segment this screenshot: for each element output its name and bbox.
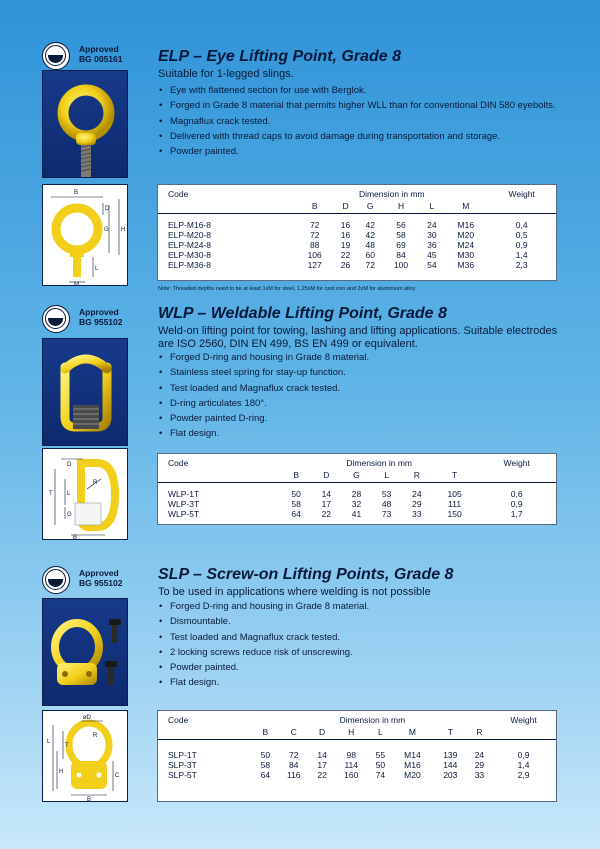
table-header-dimension: Dimension in mm <box>346 458 413 468</box>
table-row <box>158 220 556 230</box>
table-cell: 84 <box>396 250 406 260</box>
dim-label-r: R <box>93 480 98 486</box>
table-cell-weight: 1,7 <box>510 509 523 519</box>
table-cell: 160 <box>344 770 359 780</box>
footnote-threads: Note: Threaded depths need to be at least 1xM for steel, 1,25xM for cast iron and 2xM for aluminium alloy <box>158 286 416 292</box>
column-header: G <box>358 199 383 214</box>
column-header: H <box>383 199 420 214</box>
table-header-code: Code <box>168 458 189 468</box>
table-cell: 29 <box>474 760 485 770</box>
dim-label-m: M <box>74 282 79 286</box>
dim-label-od: øD <box>83 715 91 721</box>
table-cell-code: ELP-M20-8 <box>168 230 211 240</box>
table-cell-code: WLP-1T <box>168 489 200 499</box>
list-item: • Test loaded and Magnaflux crack tested. <box>158 630 558 645</box>
table-cell: 72 <box>288 750 299 760</box>
table-cell: 22 <box>317 770 327 780</box>
table-row <box>158 260 556 270</box>
table-cell: 32 <box>351 499 362 509</box>
table-cell-code: WLP-5T <box>168 509 200 519</box>
table-cell: 28 <box>351 489 362 499</box>
table-cell: 16 <box>340 220 351 230</box>
dim-label-b: B <box>73 535 78 540</box>
table-cell: 45 <box>427 250 437 260</box>
table-cell: 42 <box>365 230 375 240</box>
table-cell: 58 <box>396 230 406 240</box>
table-cell: 33 <box>412 509 422 519</box>
column-header: L <box>372 468 402 483</box>
dim-label-b: B <box>74 190 79 196</box>
table-cell-weight: 0,9 <box>517 750 530 760</box>
table-cell: M24 <box>457 240 475 250</box>
column-header: D <box>311 468 341 483</box>
dimension-table-slp <box>157 710 557 802</box>
table-header-code: Code <box>168 715 189 725</box>
table-cell: 105 <box>447 489 462 499</box>
elp-diagram <box>43 185 128 286</box>
table-cell: 55 <box>375 750 386 760</box>
table-row <box>158 770 556 780</box>
feature-list-wlp <box>158 350 558 442</box>
table-cell: 42 <box>365 220 375 230</box>
table-cell-weight: 1,4 <box>517 760 530 770</box>
column-header: B <box>254 725 277 740</box>
column-header: D <box>333 199 358 214</box>
table-cell: 106 <box>307 250 322 260</box>
table-cell: 111 <box>448 499 462 509</box>
table-cell: M36 <box>457 260 475 270</box>
table-cell: M20 <box>404 770 421 780</box>
table-cell: 100 <box>393 260 409 270</box>
dim-label-d: D <box>105 206 110 212</box>
table-cell: 64 <box>260 770 271 780</box>
table-cell: 16 <box>340 230 351 240</box>
table-header-weight: Weight <box>503 458 530 468</box>
table-cell: 50 <box>291 489 301 499</box>
section-subtitle-slp: To be used in applications where welding is not possible <box>158 586 431 598</box>
table-cell: 84 <box>288 760 299 770</box>
technical-drawing-slp <box>42 710 128 802</box>
table-row <box>158 489 556 499</box>
table-cell: M16 <box>457 220 475 230</box>
column-header: R <box>468 725 491 740</box>
list-item: • Powder painted. <box>158 144 558 159</box>
table-row <box>158 750 556 760</box>
list-item: • Delivered with thread caps to avoid damage during transportation and storage. <box>158 129 558 144</box>
list-item: • Forged D-ring and housing in Grade 8 material. <box>158 350 558 365</box>
table-cell: 64 <box>291 509 301 519</box>
bg-seal-icon <box>42 566 70 594</box>
table-cell-code: ELP-M36-8 <box>168 260 211 270</box>
column-header: R <box>402 468 432 483</box>
technical-drawing-wlp <box>42 448 128 540</box>
feature-list-slp <box>158 599 558 691</box>
table-cell-code: ELP-M16-8 <box>168 220 211 230</box>
technical-drawing-elp <box>42 184 128 286</box>
table-row <box>158 230 556 240</box>
table-cell: M14 <box>404 750 421 760</box>
column-header: L <box>420 199 445 214</box>
table-header-weight: Weight <box>508 189 535 199</box>
column-header: C <box>277 725 310 740</box>
table-cell: 116 <box>286 770 301 780</box>
table-cell: 50 <box>260 750 271 760</box>
dim-label-h: H <box>59 769 64 775</box>
column-header: M <box>392 725 433 740</box>
slp-diagram <box>43 711 128 802</box>
list-item: • Flat design. <box>158 675 558 690</box>
table-cell-weight: 0,6 <box>510 489 523 499</box>
section-title-elp: ELP – Eye Lifting Point, Grade 8 <box>158 48 402 65</box>
table-cell-weight: 0,4 <box>515 220 528 230</box>
table-cell: 50 <box>375 760 386 770</box>
table-cell: 144 <box>443 760 458 770</box>
table-cell: 14 <box>317 750 327 760</box>
table-cell-code: SLP-3T <box>168 760 197 770</box>
dim-label-l: L <box>95 266 99 272</box>
bg-seal-icon <box>42 305 70 333</box>
dimension-table-wlp <box>157 453 557 525</box>
table-cell: 69 <box>396 240 406 250</box>
table-cell: 29 <box>412 499 422 509</box>
table-cell: 22 <box>321 509 332 519</box>
dim-label-t: T <box>65 743 69 749</box>
list-item: • Test loaded and Magnaflux crack tested. <box>158 381 558 396</box>
approval-text: Approved BG 005161 <box>79 44 123 64</box>
table-header-dimension: Dimension in mm <box>339 715 406 725</box>
list-item: • Flat design. <box>158 426 558 441</box>
screw-on-lifting-point-image <box>43 599 128 706</box>
table-cell: 30 <box>427 230 437 240</box>
column-header: H <box>334 725 369 740</box>
table-cell: 17 <box>321 499 332 509</box>
dimension-table-elp <box>157 184 557 281</box>
column-header: B <box>281 468 311 483</box>
table-cell-weight: 0,9 <box>510 499 523 509</box>
table-cell: 98 <box>346 750 356 760</box>
column-header: T <box>432 468 477 483</box>
table-cell-weight: 2,9 <box>517 770 530 780</box>
table-cell: 26 <box>340 260 351 270</box>
dim-label-g: G <box>67 512 72 518</box>
table-cell: M20 <box>457 230 475 240</box>
table-cell: 56 <box>396 220 406 230</box>
list-item: • Forged D-ring and housing in Grade 8 material. <box>158 599 558 614</box>
table-cell: 54 <box>427 260 437 270</box>
eye-bolt-image <box>43 71 128 178</box>
dim-label-t: T <box>49 491 53 497</box>
list-item: • Powder painted D-ring. <box>158 411 558 426</box>
table-cell: 114 <box>344 760 359 770</box>
table-cell: 127 <box>307 260 322 270</box>
table-cell-code: ELP-M30-8 <box>168 250 211 260</box>
table-cell: 58 <box>291 499 301 509</box>
table-cell: 53 <box>381 489 392 499</box>
dim-label-l: L <box>47 739 51 745</box>
list-item: • Powder painted. <box>158 660 558 675</box>
column-header: T <box>433 725 468 740</box>
table-cell: 48 <box>365 240 375 250</box>
table-cell-code: SLP-5T <box>168 770 197 780</box>
table-cell: 48 <box>381 499 392 509</box>
table-cell-weight: 2,3 <box>515 260 528 270</box>
table-header-dimension: Dimension in mm <box>358 189 425 199</box>
table-cell: 14 <box>321 489 332 499</box>
table-cell: 139 <box>443 750 458 760</box>
dim-label-r: R <box>93 733 98 739</box>
table-cell: 203 <box>443 770 458 780</box>
wlp-diagram <box>43 449 128 540</box>
column-header: D <box>310 725 333 740</box>
dim-label-g: G <box>104 227 109 233</box>
list-item: • 2 locking screws reduce risk of unscrewing. <box>158 645 558 660</box>
table-cell-code: ELP-M24-8 <box>168 240 211 250</box>
table-cell-weight: 0,9 <box>515 240 528 250</box>
section-subtitle-elp: Suitable for 1-legged slings. <box>158 68 294 80</box>
table-cell: 88 <box>309 240 320 250</box>
approval-text: Approved BG 955102 <box>79 307 123 327</box>
table-header-code: Code <box>168 189 189 199</box>
table-cell: 41 <box>351 509 362 519</box>
table-cell-code: SLP-1T <box>168 750 197 760</box>
table-cell: 72 <box>309 230 320 240</box>
section-title-wlp: WLP – Weldable Lifting Point, Grade 8 <box>158 305 447 322</box>
table-cell: 73 <box>381 509 392 519</box>
table-row <box>158 760 556 770</box>
table-cell: 58 <box>260 760 271 770</box>
list-item: • Stainless steel spring for stay-up function. <box>158 365 558 380</box>
section-subtitle-wlp: Weld-on lifting point for towing, lashing and lifting applications. Suitable electrodes are ISO 2560, DIN EN 499, BS EN 499 or equivalent. <box>158 325 558 350</box>
approval-text: Approved BG 955102 <box>79 568 123 588</box>
table-cell: 72 <box>365 260 375 270</box>
section-title-slp: SLP – Screw-on Lifting Points, Grade 8 <box>158 566 454 583</box>
table-cell: M16 <box>404 760 421 770</box>
list-item: • D-ring articulates 180°. <box>158 396 558 411</box>
table-cell: M30 <box>457 250 475 260</box>
bg-seal-icon <box>42 42 70 70</box>
table-cell: 24 <box>412 489 422 499</box>
table-row <box>158 250 556 260</box>
product-photo-slp <box>42 598 128 706</box>
table-cell: 24 <box>474 750 485 760</box>
column-header: G <box>341 468 371 483</box>
table-cell: 24 <box>427 220 437 230</box>
dim-label-h: H <box>121 227 126 233</box>
feature-list-elp <box>158 83 558 159</box>
table-row <box>158 499 556 509</box>
dim-label-b: B <box>87 797 92 802</box>
column-header: M <box>444 199 487 214</box>
table-cell: 19 <box>340 240 351 250</box>
list-item: • Magnaflux crack tested. <box>158 114 558 129</box>
table-cell-code: WLP-3T <box>168 499 200 509</box>
list-item: • Eye with flattened section for use with Berglok. <box>158 83 558 98</box>
table-header-weight: Weight <box>510 715 537 725</box>
table-cell-weight: 1,4 <box>515 250 528 260</box>
table-cell: 72 <box>309 220 320 230</box>
product-photo-elp <box>42 70 128 178</box>
table-cell: 150 <box>447 509 462 519</box>
table-cell: 17 <box>317 760 327 770</box>
table-cell: 74 <box>375 770 386 780</box>
dim-label-c: C <box>115 773 120 779</box>
table-row <box>158 509 556 519</box>
list-item: • Dismountable. <box>158 614 558 629</box>
list-item: • Forged in Grade 8 material that permits higher WLL than for conventional DIN 580 eyebolts. <box>158 98 558 113</box>
table-cell-weight: 0,5 <box>515 230 528 240</box>
product-photo-wlp <box>42 338 128 446</box>
dim-label-d: D <box>67 462 72 468</box>
table-row <box>158 240 556 250</box>
table-cell: 33 <box>474 770 485 780</box>
table-cell: 36 <box>427 240 437 250</box>
dim-label-l: L <box>67 491 71 497</box>
table-cell: 22 <box>340 250 351 260</box>
column-header: L <box>369 725 392 740</box>
d-ring-image <box>43 339 128 446</box>
table-cell: 60 <box>365 250 375 260</box>
column-header: B <box>296 199 333 214</box>
